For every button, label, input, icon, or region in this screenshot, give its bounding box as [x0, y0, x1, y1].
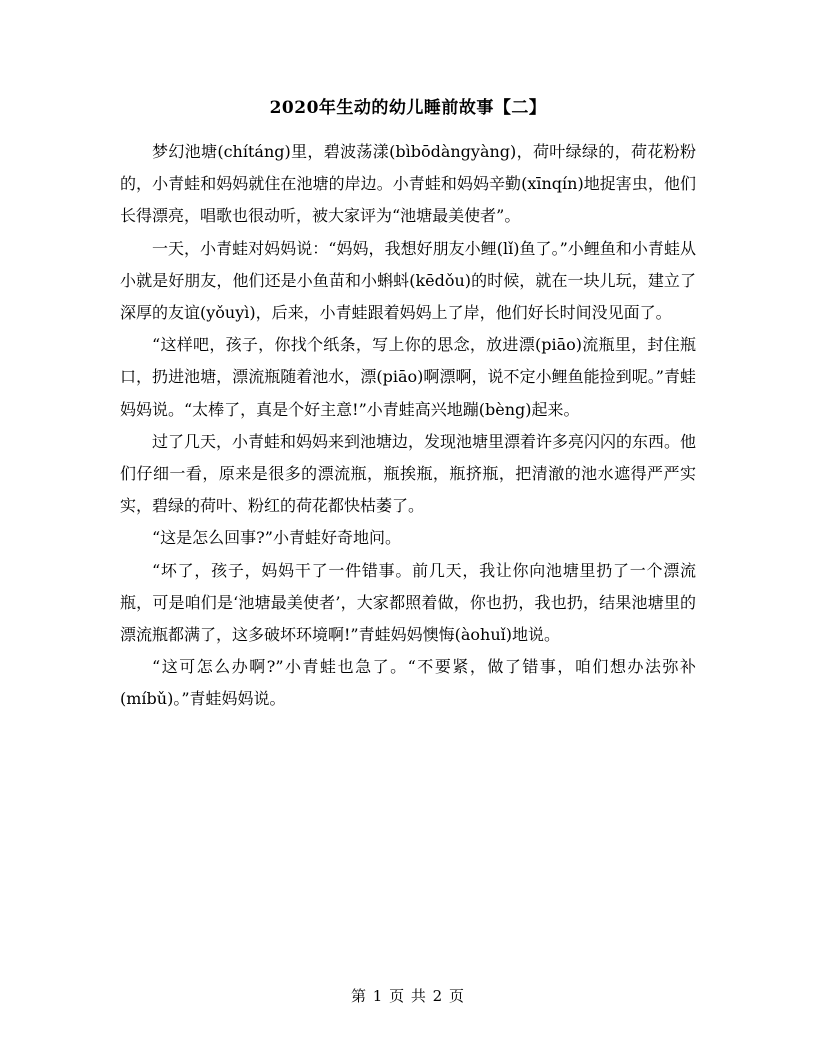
page-number-footer: 第 1 页 共 2 页	[351, 987, 465, 1005]
paragraph: “坏了，孩子，妈妈干了一件错事。前几天，我让你向池塘里扔了一个漂流瓶，可是咱们是‘池塘最美使者’，大家都照着做，你也扔，我也扔，结果池塘里的漂流瓶都满了，这多破坏环境啊!”青蛙妈妈懊悔(àohuǐ)地说。	[120, 560, 696, 645]
paragraph: “这是怎么回事?”小青蛙好奇地问。	[152, 528, 401, 548]
paragraph: 过了几天，小青蛙和妈妈来到池塘边，发现池塘里漂着许多亮闪闪的东西。他们仔细一看，原来是很多的漂流瓶，瓶挨瓶，瓶挤瓶，把清澈的池水遮得严严实实，碧绿的荷叶、粉红的荷花都快枯萎了。	[120, 431, 697, 516]
page-title: 2020年生动的幼儿睡前故事【二】	[269, 98, 547, 118]
paragraph: “这样吧，孩子，你找个纸条，写上你的思念，放进漂(piāo)流瓶里，封住瓶口，扔进池塘，漂流瓶随着池水，漂(piāo)啊漂啊，说不定小鲤鱼能捡到呢。”青蛙妈妈说。“太棒了，真是个好主意!”小青蛙高兴地蹦(bèng)起来。	[120, 335, 696, 419]
story-body	[120, 136, 696, 716]
paragraph: 一天，小青蛙对妈妈说：“妈妈，我想好朋友小鲤(lǐ)鱼了。”小鲤鱼和小青蛙从小就是好朋友，他们还是小鱼苗和小蝌蚪(kēdǒu)的时候，就在一块儿玩，建立了深厚的友谊(yǒuyì)，后来，小青蛙跟着妈妈上了岸，他们好长时间没见面了。	[120, 238, 696, 323]
paragraph: 梦幻池塘(chítáng)里，碧波荡漾(bìbōdàngyàng)，荷叶绿绿的，荷花粉粉的，小青蛙和妈妈就住在池塘的岸边。小青蛙和妈妈辛勤(xīnqín)地捉害虫，他们长得漂亮，唱歌也很动听，被大家评为“池塘最美使者”。	[120, 142, 696, 226]
paragraph: “这可怎么办啊?”小青蛙也急了。“不要紧，做了错事，咱们想办法弥补(míbǔ)。”青蛙妈妈说。	[120, 657, 696, 709]
